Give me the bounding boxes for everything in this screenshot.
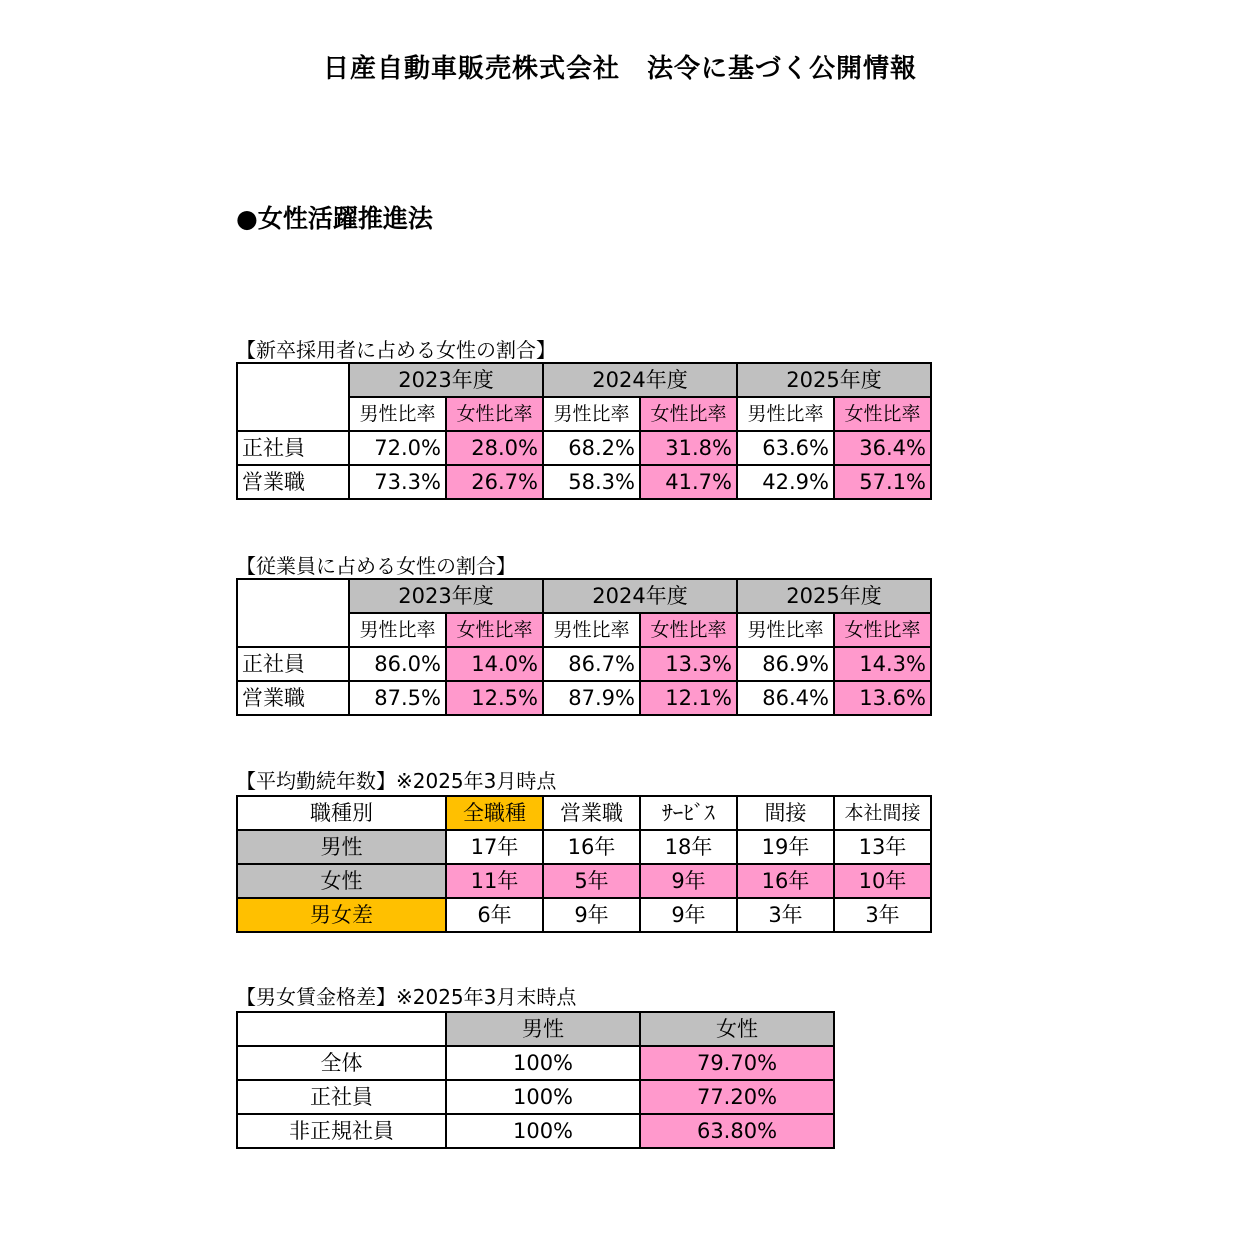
male-value: 68.2% [543, 431, 640, 465]
table2-year-header: 2025年度 [737, 579, 931, 613]
female-ratio-header: 女性比率 [834, 613, 931, 647]
female-value: 13.3% [640, 647, 737, 681]
male-tenure: 17年 [446, 830, 543, 864]
table-row [237, 1114, 834, 1148]
table-row [237, 431, 931, 465]
average-tenure-table [236, 795, 932, 933]
female-tenure: 5年 [543, 864, 640, 898]
female-wage: 63.80% [640, 1114, 834, 1148]
table4-caption: 【男女賃金格差】※2025年3月末時点 [236, 985, 577, 1009]
row-label: 全体 [237, 1046, 446, 1080]
female-ratio-header: 女性比率 [640, 613, 737, 647]
male-tenure: 19年 [737, 830, 834, 864]
table1-caption: 【新卒採用者に占める女性の割合】 [236, 338, 556, 362]
row-label: 正社員 [237, 431, 349, 465]
male-value: 58.3% [543, 465, 640, 499]
row-label: 女性 [237, 864, 446, 898]
female-header: 女性 [640, 1012, 834, 1046]
table-row [237, 1046, 834, 1080]
male-value: 42.9% [737, 465, 834, 499]
male-ratio-header: 男性比率 [349, 397, 446, 431]
male-ratio-header: 男性比率 [543, 397, 640, 431]
new-hire-female-ratio-table [236, 362, 932, 500]
female-value: 57.1% [834, 465, 931, 499]
female-value: 12.5% [446, 681, 543, 715]
male-tenure: 18年 [640, 830, 737, 864]
tenure-gap: 3年 [834, 898, 931, 932]
job-type-header: 職種別 [237, 796, 446, 830]
section-heading: ●女性活躍推進法 [236, 204, 433, 233]
indirect-header: 間接 [737, 796, 834, 830]
female-ratio-header: 女性比率 [446, 613, 543, 647]
male-wage: 100% [446, 1114, 640, 1148]
table1-year-header: 2024年度 [543, 363, 737, 397]
tenure-gap: 3年 [737, 898, 834, 932]
table4-corner-cell [237, 1012, 446, 1046]
male-ratio-header: 男性比率 [349, 613, 446, 647]
female-tenure: 11年 [446, 864, 543, 898]
female-tenure: 16年 [737, 864, 834, 898]
table2-caption: 【従業員に占める女性の割合】 [236, 554, 516, 578]
sales-header: 営業職 [543, 796, 640, 830]
male-value: 72.0% [349, 431, 446, 465]
female-wage: 79.70% [640, 1046, 834, 1080]
female-tenure: 9年 [640, 864, 737, 898]
table2-year-header: 2024年度 [543, 579, 737, 613]
row-label: 営業職 [237, 465, 349, 499]
male-value: 86.4% [737, 681, 834, 715]
gender-pay-gap-table [236, 1011, 835, 1149]
table-row [237, 864, 931, 898]
male-header: 男性 [446, 1012, 640, 1046]
table-row [237, 465, 931, 499]
female-value: 28.0% [446, 431, 543, 465]
female-value: 36.4% [834, 431, 931, 465]
male-tenure: 13年 [834, 830, 931, 864]
table2-year-header: 2023年度 [349, 579, 543, 613]
male-value: 86.0% [349, 647, 446, 681]
female-value: 31.8% [640, 431, 737, 465]
employee-female-ratio-table [236, 578, 932, 716]
male-value: 86.9% [737, 647, 834, 681]
male-value: 86.7% [543, 647, 640, 681]
female-value: 26.7% [446, 465, 543, 499]
table-row [237, 681, 931, 715]
female-wage: 77.20% [640, 1080, 834, 1114]
male-value: 87.5% [349, 681, 446, 715]
female-ratio-header: 女性比率 [834, 397, 931, 431]
female-value: 13.6% [834, 681, 931, 715]
tenure-gap: 9年 [640, 898, 737, 932]
table3-caption: 【平均勤続年数】※2025年3月時点 [236, 769, 557, 793]
table2-corner-cell [237, 579, 349, 647]
female-value: 41.7% [640, 465, 737, 499]
male-wage: 100% [446, 1046, 640, 1080]
table1-year-header: 2025年度 [737, 363, 931, 397]
tenure-gap: 9年 [543, 898, 640, 932]
table-row [237, 1080, 834, 1114]
table1-year-header: 2023年度 [349, 363, 543, 397]
male-tenure: 16年 [543, 830, 640, 864]
row-label: 正社員 [237, 1080, 446, 1114]
tenure-gap: 6年 [446, 898, 543, 932]
male-ratio-header: 男性比率 [737, 397, 834, 431]
table1-corner-cell [237, 363, 349, 431]
all-jobs-header: 全職種 [446, 796, 543, 830]
row-label: 非正規社員 [237, 1114, 446, 1148]
row-label: 男性 [237, 830, 446, 864]
male-ratio-header: 男性比率 [737, 613, 834, 647]
female-value: 14.3% [834, 647, 931, 681]
male-wage: 100% [446, 1080, 640, 1114]
male-value: 87.9% [543, 681, 640, 715]
female-ratio-header: 女性比率 [446, 397, 543, 431]
female-value: 14.0% [446, 647, 543, 681]
male-value: 73.3% [349, 465, 446, 499]
service-header: ｻｰﾋﾞｽ [640, 796, 737, 830]
page-title: 日産自動車販売株式会社 法令に基づく公開情報 [322, 54, 917, 84]
male-ratio-header: 男性比率 [543, 613, 640, 647]
female-value: 12.1% [640, 681, 737, 715]
row-label: 営業職 [237, 681, 349, 715]
male-value: 63.6% [737, 431, 834, 465]
hq-indirect-header: 本社間接 [834, 796, 931, 830]
row-label: 男女差 [237, 898, 446, 932]
row-label: 正社員 [237, 647, 349, 681]
table-row [237, 647, 931, 681]
table-row [237, 830, 931, 864]
female-tenure: 10年 [834, 864, 931, 898]
table-row [237, 898, 931, 932]
female-ratio-header: 女性比率 [640, 397, 737, 431]
